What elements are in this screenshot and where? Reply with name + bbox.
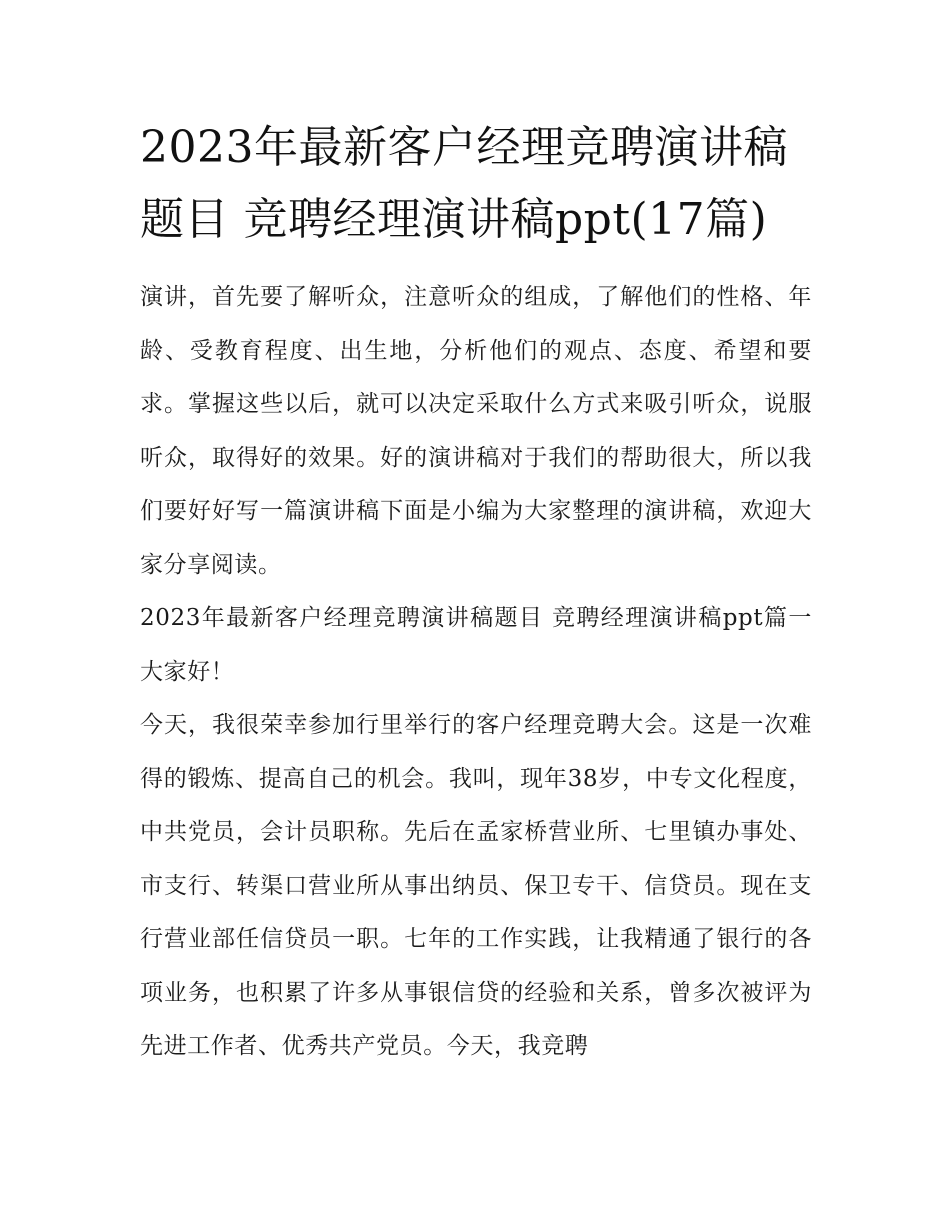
speech-paragraph: 今天，我很荣幸参加行里举行的客户经理竞聘大会。这是一次难得的锻炼、提高自己的机会。我叫，现年38岁，中专文化程度，中共党员，会计员职称。先后在孟家桥营业所、七里镇办事处、市支行、转渠口营业所从事出纳员、保卫专干、信贷员。现在支行营业部任信贷员一职。七年的工作实践，让我精通了银行的各项业务，也积累了许多从事银信贷的经验和关系，曾多次被评为先进工作者、优秀共产党员。今天，我竞聘 xyxy=(140,712,812,1059)
intro-paragraph: 演讲，首先要了解听众，注意听众的组成，了解他们的性格、年龄、受教育程度、出生地，分析他们的观点、态度、希望和要求。掌握这些以后，就可以决定采取什么方式来吸引听众，说服听众，取得好的效果。好的演讲稿对于我们的帮助很大，所以我们要好好写一篇演讲稿下面是小编为大家整理的演讲稿，欢迎大家分享阅读。 xyxy=(140,284,812,578)
document-body xyxy=(140,112,812,1074)
document-title: 2023年最新客户经理竞聘演讲稿题目 竞聘经理演讲稿ppt(17篇) xyxy=(140,122,788,245)
section-heading-paragraph: 2023年最新客户经理竞聘演讲稿题目 竞聘经理演讲稿ppt篇一 大家好！ xyxy=(140,605,812,685)
